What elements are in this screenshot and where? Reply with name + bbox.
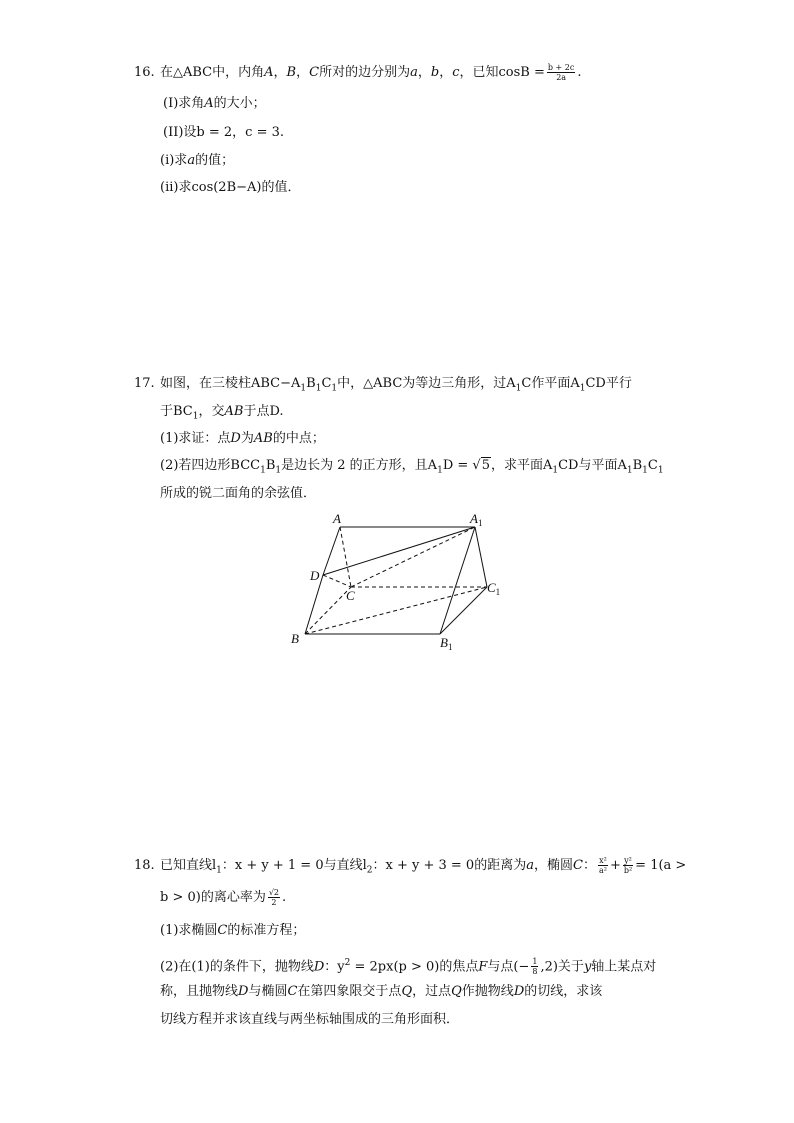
prism-figure	[280, 505, 520, 660]
edge-A1C1	[475, 527, 487, 587]
fraction: $\frac{\text{y²}}{\text{b²}}$	[623, 856, 633, 875]
fraction: $\frac{\text{x²}}{\text{a²}}$	[598, 856, 607, 875]
part-2: (II)设b = 2，c = 3.	[163, 125, 285, 140]
part-2-line-2: 所成的锐二面角的余弦值．	[160, 486, 317, 501]
part-2-line-1: (2)在(1)的条件下，抛物线D：$y^2 = 2px(p > 0)$的焦点F与点(− $\frac{1}{8}$ ,2)关于y轴上某点对	[160, 957, 657, 977]
question-number: 18.	[134, 858, 155, 873]
edge-CA1	[351, 527, 475, 587]
label-C: C	[346, 588, 355, 603]
edge-A1B1	[440, 527, 475, 634]
edge-AC	[340, 527, 351, 587]
part-2-line-2: 称，且抛物线D与椭圆C在第四象限交于点Q，过点Q作抛物线D的切线，求该	[160, 984, 603, 999]
label-A1: $A_1$	[470, 511, 483, 528]
fraction: $\frac{1}{8}$	[532, 957, 538, 977]
question-number: 17.	[134, 376, 155, 391]
label-C1: $C_1$	[487, 580, 501, 597]
part-1: (I)求角A的大小；	[163, 96, 266, 111]
question-stem-line-1: 如图，在三棱柱$ABC-A_1B_1C_1$中，△ABC为等边三角形，过$A_1C$作平面$A_1CD$平行	[160, 376, 632, 394]
question-stem-line-2: b > 0)的离心率为 $\frac{√2}{2}$ .	[160, 888, 287, 907]
edge-DB	[305, 575, 323, 634]
question-stem-line-1: 已知直线$l_1$：x + y + 1 = 0与直线$l_2$：x + y + 3 = 0的距离为a，椭圆C： $\frac{\text{x²}}{\text{a²}}$ + $\frac{\text{y²}}{\text{b²}}$ = 1(a >	[160, 856, 687, 876]
edge-BC1	[305, 587, 487, 634]
edge-AD	[323, 527, 340, 575]
fraction: $\frac{√2}{2}$	[268, 888, 280, 907]
label-B1: $B_1$	[440, 635, 453, 652]
edge-DC	[323, 575, 351, 587]
part-1: (1)求椭圆C的标准方程；	[160, 923, 306, 938]
question-stem: 在△ABC中，内角A，B，C所对的边分别为a，b，c，已知cosB = $\frac{b + 2c}{2a}$ .	[160, 63, 582, 82]
label-A: A	[333, 511, 341, 526]
edge-DA1	[323, 527, 475, 575]
part-2-line-3: 切线方程并求该直线与两坐标轴围成的三角形面积．	[160, 1012, 460, 1027]
sub-part-i: (i)求a的值；	[160, 153, 235, 168]
part-2-line-1: (2)若四边形$BCC_1B_1$是边长为 2 的正方形，且$A_1D = √5$，求平面$A_1CD$与平面$A_1B_1C_1$	[160, 458, 664, 476]
edge-C1B1	[440, 587, 487, 634]
sub-part-ii: (ii)求cos(2B−A)的值．	[160, 180, 301, 195]
question-number: 16.	[134, 65, 155, 80]
label-D: D	[310, 568, 320, 583]
question-stem-line-2: 于$BC_1$，交AB于点D.	[160, 404, 284, 422]
label-B: B	[291, 631, 299, 646]
fraction: $\frac{b + 2c}{2a}$	[547, 63, 575, 82]
part-1: (1)求证：点D为AB的中点；	[160, 431, 325, 446]
